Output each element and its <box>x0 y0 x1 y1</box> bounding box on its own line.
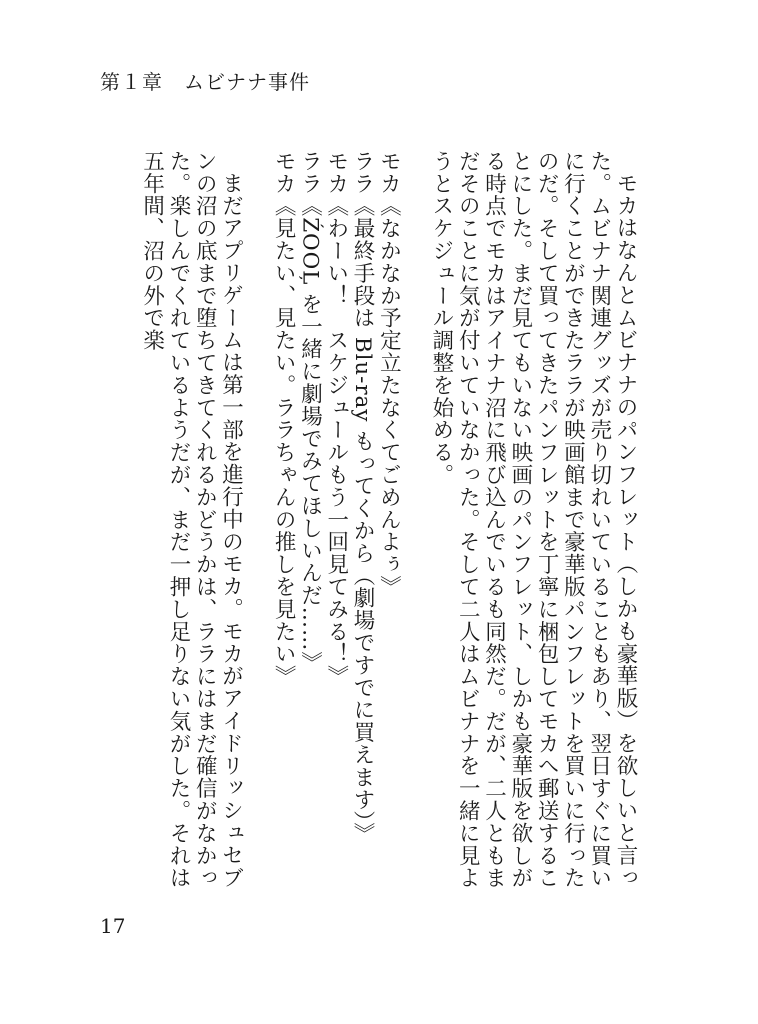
dialogue-line-3: モカ《わーい！ スケジュールもう一回見てみる！》 <box>323 150 349 688</box>
paragraph-narration-1: モカはなんとムビナナのパンフレット（しかも豪華版）を欲しいと言った。ムビナナ関連グッズが売り切れいていることもあり、翌日すぐに買いに行くことができたララが映画館まで豪華版パンフレットを買いに行ったのだ。そして買ってきたパンフレットを丁寧に梱包してモカへ郵送することにした。まだ見てもいない映画のパンフレット、しかも豪華版を欲しがる時点でモカはアイナナ沼に飛び込んでいるも同然だ。だが、二人ともまだそのことに気が付いていなかった。そして二人はムビナナを一緒に見ようとスケジュール調整を始める。 <box>428 150 638 890</box>
page-number: 17 <box>100 914 126 938</box>
paragraph-narration-2: まだアプリゲームは第一部を進行中のモカ。モカがアイドリッシュセブンの沼の底まで堕ちてきてくれるかどうかは、ララにはまだ確信がなかった。楽しんでくれているようだが、まだ一押し足りない気がした。それは五年間、沼の外で楽 <box>139 150 244 890</box>
dialogue-line-1: モカ《なかなか予定立たなくてごめんよぅ》 <box>376 150 402 598</box>
dialogue-line-4: ララ《ŹOOĻ を一緒に劇場でみてほしいんだ……》 <box>297 150 323 674</box>
paragraph-gap <box>401 150 427 890</box>
dialogue-line-5: モカ《見たい、見たい。ララちゃんの推しを見たい》 <box>271 150 297 688</box>
body-text <box>118 150 638 890</box>
paragraph-gap <box>244 150 270 890</box>
chapter-header: 第１章 ムビナナ事件 <box>100 70 310 94</box>
dialogue-line-2: ララ《最終手段は Blu-ray もってくから（劇場ですでに買えます）》 <box>350 150 376 845</box>
